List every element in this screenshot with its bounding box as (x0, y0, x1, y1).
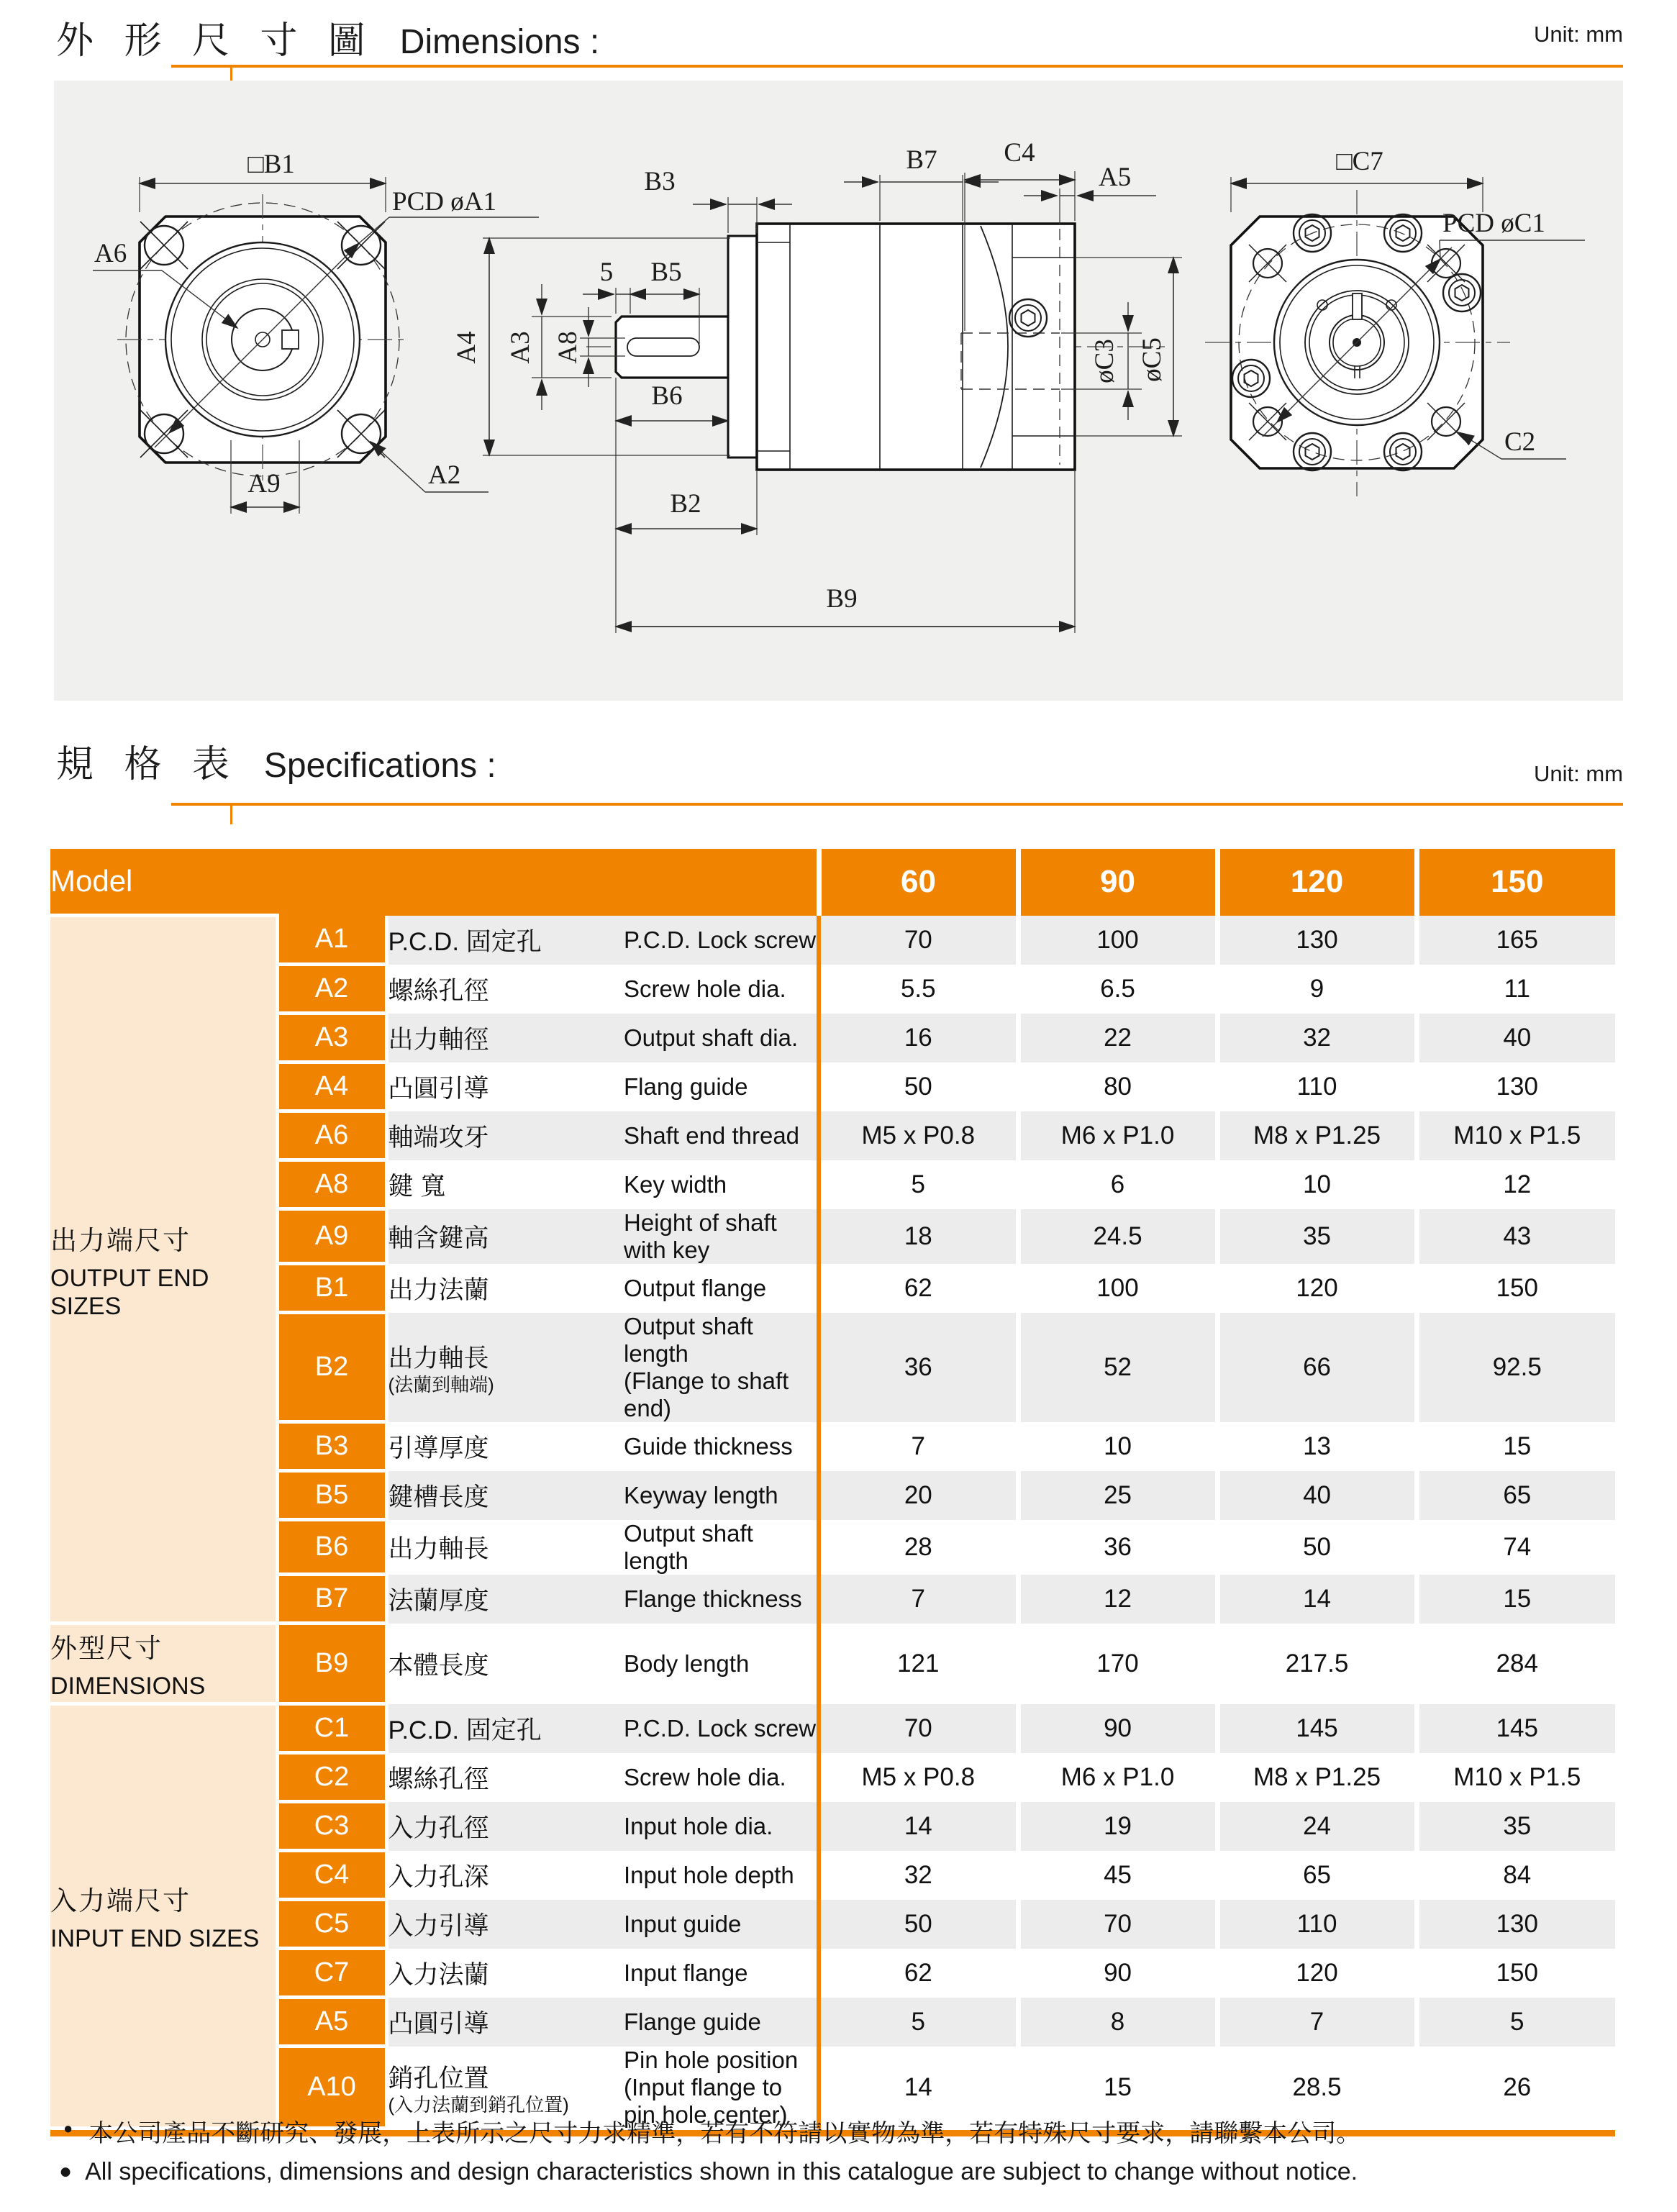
column-header-150: 150 (1417, 849, 1615, 916)
value-cell: M10 x P1.5 (1417, 1753, 1615, 1802)
value-cell: 65 (1217, 1851, 1417, 1900)
table-row (50, 1422, 1615, 1471)
value-cell: 62 (819, 1264, 1018, 1313)
value-cell: 19 (1018, 1802, 1217, 1851)
row-code: A9 (277, 1209, 386, 1264)
row-label-en: Pin hole position (Input flange to pin hole center) (624, 2047, 819, 2129)
row-label-en: Output shaft length (624, 1520, 819, 1575)
table-row (50, 1900, 1615, 1949)
bullet-icon: ● (59, 2159, 73, 2183)
row-label-zh: 入力孔深 (386, 1851, 624, 1900)
row-label-zh: 鍵槽長度 (386, 1471, 624, 1520)
value-cell: 13 (1217, 1422, 1417, 1471)
value-cell: 284 (1417, 1624, 1615, 1704)
table-row (50, 1313, 1615, 1422)
dim-label-a2: A2 (428, 460, 461, 490)
dim-label-b9: B9 (826, 584, 858, 614)
dim-label-c2: C2 (1504, 427, 1536, 457)
value-cell: 70 (1018, 1900, 1217, 1949)
table-row (50, 1802, 1615, 1851)
value-cell: 14 (1217, 1575, 1417, 1624)
dimensions-rule (171, 65, 1623, 68)
value-cell: M6 x P1.0 (1018, 1753, 1217, 1802)
value-cell: 70 (819, 916, 1018, 965)
value-cell: 15 (1018, 2047, 1217, 2129)
row-label-en: Screw hole dia. (624, 965, 819, 1014)
value-cell: 110 (1217, 1062, 1417, 1111)
drawing-area (54, 81, 1623, 701)
value-cell: 92.5 (1417, 1313, 1615, 1422)
value-cell: 5.5 (819, 965, 1018, 1014)
value-cell: 28 (819, 1520, 1018, 1575)
table-row (50, 916, 1615, 965)
value-cell: 7 (819, 1575, 1018, 1624)
side-view (452, 138, 1182, 633)
row-code: B6 (277, 1520, 386, 1575)
rear-view (1205, 147, 1585, 496)
table-row (50, 1998, 1615, 2047)
value-cell: 80 (1018, 1062, 1217, 1111)
value-cell: 120 (1217, 1949, 1417, 1998)
dim-label-c5: øC5 (1137, 337, 1167, 382)
value-cell: 170 (1018, 1624, 1217, 1704)
table-row (50, 1520, 1615, 1575)
row-label-en: Key width (624, 1160, 819, 1209)
row-code: C3 (277, 1802, 386, 1851)
dim-label-b1: □B1 (247, 150, 295, 179)
row-label-zh: 法蘭厚度 (386, 1575, 624, 1624)
value-cell: 5 (1417, 1998, 1615, 2047)
dim-label-pcd-c1: PCD øC1 (1442, 209, 1545, 238)
value-cell: 130 (1217, 916, 1417, 965)
value-cell: 43 (1417, 1209, 1615, 1264)
table-header-row (50, 849, 1615, 916)
value-cell: 50 (819, 1900, 1018, 1949)
dim-label-c3: øC3 (1090, 339, 1119, 383)
row-label-en: Keyway length (624, 1471, 819, 1520)
value-cell: 5 (819, 1160, 1018, 1209)
specifications-title (56, 734, 496, 788)
table-row (50, 1014, 1615, 1062)
value-cell: 84 (1417, 1851, 1615, 1900)
group-label-zh: 入力端尺寸 (50, 1886, 191, 1916)
row-code: B5 (277, 1471, 386, 1520)
value-cell: 40 (1417, 1014, 1615, 1062)
dim-label-a8: A8 (553, 331, 583, 364)
row-label-en: Input hole dia. (624, 1802, 819, 1851)
value-cell: 24.5 (1018, 1209, 1217, 1264)
value-cell: 70 (819, 1704, 1018, 1753)
value-cell: 6 (1018, 1160, 1217, 1209)
value-cell: 35 (1217, 1209, 1417, 1264)
column-header-120: 120 (1217, 849, 1417, 916)
footnote-zh (63, 2113, 1617, 2149)
row-label-zh: 螺絲孔徑 (386, 965, 624, 1014)
row-label-en: Flange thickness (624, 1575, 819, 1624)
value-cell: 100 (1018, 1264, 1217, 1313)
bullet-icon: ● (63, 2119, 73, 2137)
table-row (50, 1624, 1615, 1704)
value-cell: 36 (1018, 1520, 1217, 1575)
table-row (50, 1062, 1615, 1111)
clamp-slot (1353, 293, 1362, 319)
dim-label-c4: C4 (1004, 138, 1035, 168)
value-cell: 14 (819, 1802, 1018, 1851)
row-code: C4 (277, 1851, 386, 1900)
value-cell: 6.5 (1018, 965, 1217, 1014)
value-cell: 9 (1217, 965, 1417, 1014)
footnote-en-text: All specifications, dimensions and design characteristics shown in this catalogue are subject to change without notice. (85, 2158, 1358, 2185)
table-row (50, 1851, 1615, 1900)
group-label (50, 916, 277, 1624)
specifications-rule-tick (230, 806, 232, 824)
value-cell: 11 (1417, 965, 1615, 1014)
gearbox-body (757, 224, 1075, 470)
value-cell: 18 (819, 1209, 1018, 1264)
value-cell: 24 (1217, 1802, 1417, 1851)
row-label-en: Flang guide (624, 1062, 819, 1111)
row-code: A5 (277, 1998, 386, 2047)
row-code: B3 (277, 1422, 386, 1471)
table-row (50, 1949, 1615, 1998)
group-label (50, 1704, 277, 2129)
row-code: A1 (277, 916, 386, 965)
table-row (50, 1160, 1615, 1209)
value-cell: 50 (819, 1062, 1018, 1111)
dimensions-title-zh: 外 形 尺 寸 圖 (56, 20, 376, 62)
value-cell: 100 (1018, 916, 1217, 965)
value-cell: 165 (1417, 916, 1615, 965)
row-label-zh: 本體長度 (386, 1624, 624, 1704)
group-label-en: OUTPUT END SIZES (50, 1264, 209, 1320)
row-label-zh: 引導厚度 (386, 1422, 624, 1471)
table-row (50, 1264, 1615, 1313)
value-cell: 150 (1417, 1264, 1615, 1313)
dim-label-b6: B6 (651, 381, 683, 411)
value-cell: 66 (1217, 1313, 1417, 1422)
row-label-zh: 凸圓引導 (386, 1998, 624, 2047)
value-cell: 52 (1018, 1313, 1217, 1422)
value-cell: M5 x P0.8 (819, 1753, 1018, 1802)
dim-label-c7: □C7 (1336, 147, 1383, 176)
column-header-90: 90 (1018, 849, 1217, 916)
row-label-zh: 螺絲孔徑 (386, 1753, 624, 1802)
row-label-zh: 入力法蘭 (386, 1949, 624, 1998)
row-label-en: P.C.D. Lock screw (624, 916, 819, 965)
value-cell: M10 x P1.5 (1417, 1111, 1615, 1160)
dimensions-title (56, 10, 599, 64)
value-cell: 8 (1018, 1998, 1217, 2047)
table-row (50, 1111, 1615, 1160)
value-cell: 90 (1018, 1704, 1217, 1753)
value-cell: 10 (1217, 1160, 1417, 1209)
value-cell: 62 (819, 1949, 1018, 1998)
value-cell: 12 (1018, 1575, 1217, 1624)
row-label-zh: 出力法蘭 (386, 1264, 624, 1313)
group-label (50, 1624, 277, 1704)
dim-label-b7: B7 (906, 145, 937, 175)
value-cell: 40 (1217, 1471, 1417, 1520)
row-label-zh: 入力孔徑 (386, 1802, 624, 1851)
value-cell: 145 (1417, 1704, 1615, 1753)
row-code: A4 (277, 1062, 386, 1111)
row-label-zh: P.C.D. 固定孔 (386, 916, 624, 965)
dim-label-a6: A6 (94, 239, 127, 268)
row-label-zh: P.C.D. 固定孔 (386, 1704, 624, 1753)
row-code: A3 (277, 1014, 386, 1062)
dim-label-a9: A9 (247, 469, 281, 499)
dim-label-a5: A5 (1099, 163, 1132, 192)
dim-label-pcd-a1: PCD øA1 (392, 187, 496, 217)
group-label-zh: 出力端尺寸 (50, 1225, 191, 1255)
row-label-zh: 出力軸長 (法蘭到軸端) (386, 1313, 624, 1422)
value-cell: 217.5 (1217, 1624, 1417, 1704)
value-cell: 14 (819, 2047, 1018, 2129)
row-label-en: Input flange (624, 1949, 819, 1998)
value-cell: 36 (819, 1313, 1018, 1422)
value-cell: 45 (1018, 1851, 1217, 1900)
row-code: A6 (277, 1111, 386, 1160)
value-cell: 90 (1018, 1949, 1217, 1998)
dim-label-a3: A3 (506, 331, 535, 364)
row-label-en: Body length (624, 1624, 819, 1704)
model-header: Model (50, 849, 819, 916)
dim-label-b3: B3 (644, 167, 676, 196)
table-row (50, 1753, 1615, 1802)
table-row (50, 965, 1615, 1014)
row-label-en: Guide thickness (624, 1422, 819, 1471)
row-code: C1 (277, 1704, 386, 1753)
specifications-title-zh: 規 格 表 (56, 744, 240, 786)
table-row (50, 1471, 1615, 1520)
row-label-en: Output flange (624, 1264, 819, 1313)
table-row (50, 1704, 1615, 1753)
value-cell: 35 (1417, 1802, 1615, 1851)
value-cell: 65 (1417, 1471, 1615, 1520)
value-cell: 15 (1417, 1575, 1615, 1624)
value-cell: 32 (819, 1851, 1018, 1900)
row-code: C5 (277, 1900, 386, 1949)
value-cell: 22 (1018, 1014, 1217, 1062)
row-label-en: Flange guide (624, 1998, 819, 2047)
row-label-en: Input guide (624, 1900, 819, 1949)
row-label-zh: 出力軸徑 (386, 1014, 624, 1062)
row-code: C7 (277, 1949, 386, 1998)
row-code: A2 (277, 965, 386, 1014)
row-code: A8 (277, 1160, 386, 1209)
dim-label-a4: A4 (452, 331, 481, 364)
dimension-drawing (54, 81, 1623, 701)
specifications-table (50, 849, 1615, 2130)
table-row (50, 1575, 1615, 1624)
row-label-zh: 入力引導 (386, 1900, 624, 1949)
row-label-en: Input hole depth (624, 1851, 819, 1900)
footnote-zh-text: 本公司產品不斷研究、發展，上表所示之尺寸力求精準，若有不符請以實物為準，若有特殊尺寸要求，請聯繫本公司。 (88, 2120, 1361, 2147)
row-label-zh: 出力軸長 (386, 1520, 624, 1575)
footnote-en (59, 2158, 1642, 2186)
value-cell: 7 (1217, 1998, 1417, 2047)
row-label-zh: 軸端攻牙 (386, 1111, 624, 1160)
row-label-en: Output shaft length (Flange to shaft end) (624, 1313, 819, 1422)
value-cell: 25 (1018, 1471, 1217, 1520)
value-cell: 15 (1417, 1422, 1615, 1471)
dim-label-b2: B2 (670, 489, 701, 519)
value-cell: 130 (1417, 1900, 1615, 1949)
row-code: C2 (277, 1753, 386, 1802)
value-cell: 12 (1417, 1160, 1615, 1209)
value-cell: 120 (1217, 1264, 1417, 1313)
row-label-en: Output shaft dia. (624, 1014, 819, 1062)
value-cell: 150 (1417, 1949, 1615, 1998)
row-code: B7 (277, 1575, 386, 1624)
shaft-keyway-slot (627, 338, 699, 356)
value-cell: 28.5 (1217, 2047, 1417, 2129)
dim-label-b5: B5 (650, 258, 682, 287)
row-label-en: Height of shaft with key (624, 1209, 819, 1264)
row-label-en: Shaft end thread (624, 1111, 819, 1160)
keyway (282, 330, 299, 349)
value-cell: 50 (1217, 1520, 1417, 1575)
specifications-rule (171, 803, 1623, 806)
output-guide-plate (728, 236, 757, 458)
value-cell: M6 x P1.0 (1018, 1111, 1217, 1160)
row-label-zh: 銷孔位置 (入力法蘭到銷孔位置) (386, 2047, 624, 2129)
value-cell: 74 (1417, 1520, 1615, 1575)
group-label-zh: 外型尺寸 (50, 1634, 163, 1663)
value-cell: M5 x P0.8 (819, 1111, 1018, 1160)
row-code: B2 (277, 1313, 386, 1422)
value-cell: M8 x P1.25 (1217, 1111, 1417, 1160)
specifications-table-wrap (50, 849, 1615, 2136)
row-code: B9 (277, 1624, 386, 1704)
value-cell: 5 (819, 1998, 1018, 2047)
value-cell: 32 (1217, 1014, 1417, 1062)
row-label-en: P.C.D. Lock screw (624, 1704, 819, 1753)
row-label-zh: 軸含鍵高 (386, 1209, 624, 1264)
row-label-zh: 鍵 寬 (386, 1160, 624, 1209)
value-cell: 7 (819, 1422, 1018, 1471)
row-label-en: Screw hole dia. (624, 1753, 819, 1802)
specifications-title-en: Specifications : (263, 747, 496, 785)
value-cell: 121 (819, 1624, 1018, 1704)
value-cell: 130 (1417, 1062, 1615, 1111)
group-label-en: INPUT END SIZES (50, 1925, 260, 1952)
value-cell: 145 (1217, 1704, 1417, 1753)
dim-label-5: 5 (599, 258, 614, 287)
row-code: A10 (277, 2047, 386, 2129)
value-cell: M8 x P1.25 (1217, 1753, 1417, 1802)
value-cell: 26 (1417, 2047, 1615, 2129)
value-cell: 10 (1018, 1422, 1217, 1471)
value-cell: 110 (1217, 1900, 1417, 1949)
value-cell: 20 (819, 1471, 1018, 1520)
value-cell: 16 (819, 1014, 1018, 1062)
specifications-unit-label: Unit: mm (1534, 761, 1623, 786)
table-row (50, 1209, 1615, 1264)
dimensions-unit-label: Unit: mm (1534, 22, 1623, 47)
column-header-60: 60 (819, 849, 1018, 916)
dimensions-title-en: Dimensions : (399, 23, 600, 61)
group-label-en: DIMENSIONS (50, 1672, 206, 1700)
row-label-zh: 凸圓引導 (386, 1062, 624, 1111)
row-code: B1 (277, 1264, 386, 1313)
